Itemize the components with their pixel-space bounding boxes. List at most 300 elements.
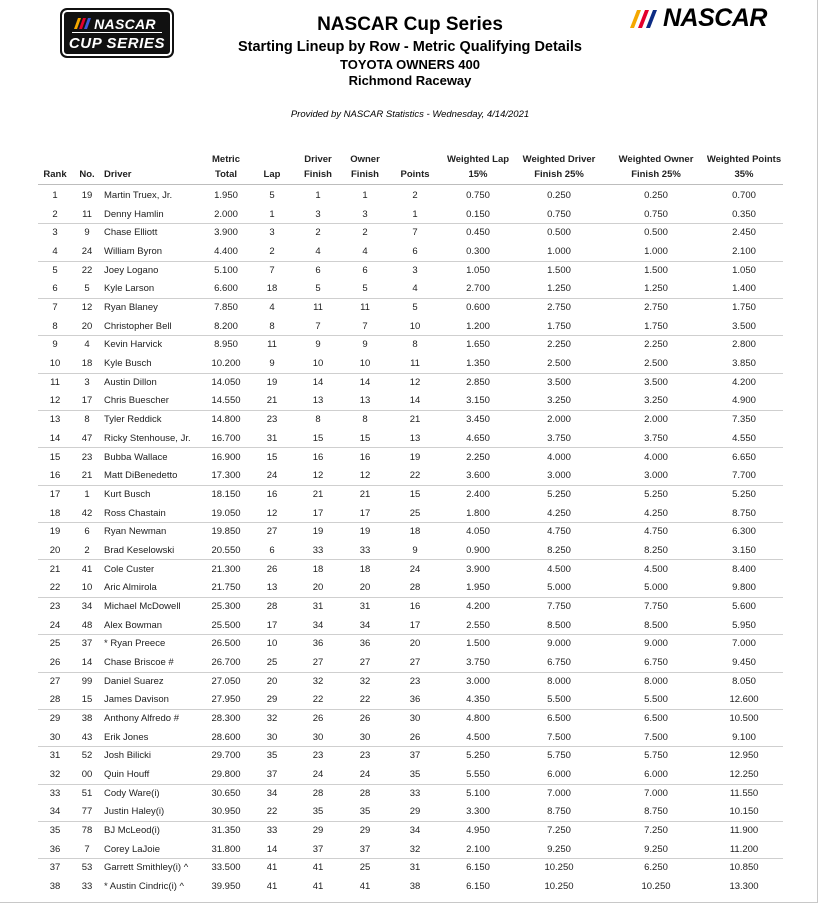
cell-no: 21 [81,470,93,481]
cell-rank: 35 [49,825,61,836]
row-pair-divider [38,447,783,448]
cell-wdfin: 8.000 [547,676,571,687]
race-name: TOYOTA OWNERS 400 [340,57,480,72]
cell-wofin: 5.250 [644,489,668,500]
cell-points: 24 [409,564,421,575]
cell-driver: Chase Elliott [104,227,158,238]
cell-wlap: 4.500 [466,732,490,743]
cell-rank: 14 [49,433,61,444]
cell-wlap: 4.200 [466,601,490,612]
cell-metric: 21.300 [211,564,241,575]
cell-wlap: 5.250 [466,750,490,761]
cell-driver: Martin Truex, Jr. [104,190,173,201]
column-header-dfin-line1: Driver [304,154,332,165]
cell-wlap: 6.150 [466,881,490,892]
cell-points: 18 [409,526,421,537]
cell-wpts: 11.900 [729,825,759,836]
cell-lap: 8 [269,321,275,332]
cell-dfin: 30 [312,732,324,743]
cell-wofin: 9.000 [644,638,668,649]
cell-metric: 14.800 [211,414,241,425]
row-pair-divider [38,672,783,673]
cell-no: 48 [81,620,93,631]
cell-points: 36 [409,694,421,705]
cell-no: 19 [81,190,93,201]
cell-wpts: 1.400 [732,283,756,294]
cell-no: 3 [84,377,90,388]
cell-wofin: 5.000 [644,582,668,593]
cell-dfin: 21 [312,489,324,500]
cell-rank: 8 [52,321,58,332]
page-subtitle: Starting Lineup by Row - Metric Qualifying Details [237,39,582,55]
cell-wpts: 6.650 [732,452,756,463]
cell-wdfin: 3.500 [547,377,571,388]
cell-rank: 6 [52,283,58,294]
cell-wofin: 6.500 [644,713,668,724]
row-pair-divider [38,709,783,710]
cell-no: 18 [81,358,93,369]
cell-wofin: 3.500 [644,377,668,388]
cell-points: 23 [409,676,421,687]
cell-wdfin: 3.250 [547,395,571,406]
cell-ofin: 12 [359,470,371,481]
cell-wdfin: 0.250 [547,190,571,201]
cell-rank: 11 [50,377,60,388]
cell-points: 20 [409,638,421,649]
cell-lap: 3 [269,227,275,238]
cell-no: 41 [81,564,93,575]
cell-rank: 34 [49,806,61,817]
cell-rank: 16 [49,470,61,481]
cell-no: 37 [81,638,93,649]
cell-driver: * Austin Cindric(i) ^ [104,881,184,892]
cell-wpts: 3.500 [732,321,756,332]
cell-wofin: 8.500 [644,620,668,631]
cell-wdfin: 5.750 [547,750,571,761]
cell-rank: 26 [49,657,61,668]
column-header-no-line2: No. [79,169,95,180]
cell-wofin: 5.500 [644,694,668,705]
cell-lap: 31 [266,433,278,444]
cell-dfin: 4 [315,246,321,257]
cell-wlap: 1.500 [466,638,490,649]
cell-points: 27 [409,657,421,668]
cell-wpts: 0.700 [732,190,756,201]
column-header-lap-line2: Lap [263,169,281,180]
cell-wpts: 0.350 [732,209,756,220]
cell-lap: 7 [269,265,275,276]
cell-driver: James Davison [104,694,169,705]
cell-ofin: 10 [359,358,371,369]
cell-wpts: 1.750 [732,302,756,313]
cell-points: 10 [409,321,421,332]
cell-points: 9 [412,545,418,556]
cell-lap: 11 [267,339,277,350]
nascar-logo [630,3,775,33]
cell-rank: 10 [49,358,61,369]
cell-metric: 27.050 [211,676,241,687]
cell-driver: Erik Jones [104,732,149,743]
cell-wofin: 2.000 [644,414,668,425]
cell-wpts: 11.550 [729,788,759,799]
cell-lap: 24 [266,470,278,481]
cell-rank: 28 [49,694,61,705]
cell-rank: 30 [49,732,61,743]
cell-no: 17 [81,395,93,406]
cell-driver: Quin Houff [104,769,150,780]
cell-rank: 21 [49,564,61,575]
cell-points: 32 [409,844,421,855]
cell-wdfin: 7.750 [547,601,571,612]
cell-metric: 7.850 [214,302,238,313]
cell-wofin: 6.750 [644,657,668,668]
cell-driver: Garrett Smithley(i) ^ [104,862,189,873]
cell-no: 5 [84,283,90,294]
cell-no: 24 [81,246,93,257]
logo-line-2: CUP SERIES [68,35,166,52]
cell-metric: 10.200 [211,358,241,369]
cell-lap: 12 [266,508,278,519]
cell-dfin: 15 [312,433,324,444]
cell-wpts: 5.600 [732,601,756,612]
row-pair-divider [38,298,783,299]
column-header-rank-line2: Rank [43,169,67,180]
cell-lap: 10 [266,638,278,649]
row-pair-divider [38,784,783,785]
cell-wdfin: 1.000 [547,246,571,257]
cell-wlap: 0.900 [466,545,490,556]
cell-ofin: 32 [359,676,371,687]
cell-wofin: 6.250 [644,862,668,873]
cell-lap: 16 [266,489,278,500]
cell-lap: 15 [266,452,278,463]
cell-lap: 41 [266,862,278,873]
cell-lap: 19 [266,377,278,388]
cell-wpts: 10.500 [729,713,759,724]
cell-metric: 19.850 [211,526,241,537]
column-header-driver-line2: Driver [104,169,132,180]
row-pair-divider [38,634,783,635]
cell-wpts: 5.950 [732,620,756,631]
cell-lap: 23 [266,414,278,425]
cell-metric: 31.800 [211,844,241,855]
cell-driver: Joey Logano [104,265,159,276]
cell-no: 7 [84,844,90,855]
column-header-dfin-line2: Finish [304,169,332,180]
cell-wofin: 0.500 [644,227,668,238]
cell-wofin: 7.750 [644,601,668,612]
cell-dfin: 41 [312,881,324,892]
cell-wdfin: 2.250 [547,339,571,350]
cell-no: 47 [81,433,93,444]
cell-rank: 29 [49,713,61,724]
cell-rank: 13 [49,414,61,425]
cell-rank: 12 [49,395,61,406]
cell-lap: 28 [266,601,278,612]
cell-lap: 30 [266,732,278,743]
cell-lap: 33 [266,825,278,836]
cell-driver: Cody Ware(i) [104,788,160,799]
cell-dfin: 28 [312,788,324,799]
cell-ofin: 24 [359,769,371,780]
row-pair-divider [38,746,783,747]
cell-ofin: 5 [362,283,368,294]
cell-no: 53 [81,862,93,873]
cell-points: 8 [412,339,418,350]
cell-wofin: 0.250 [644,190,668,201]
cell-wpts: 9.450 [732,657,756,668]
cell-driver: Ryan Blaney [104,302,158,313]
cell-rank: 24 [49,620,61,631]
cell-dfin: 27 [312,657,324,668]
cell-wdfin: 2.750 [547,302,571,313]
cell-ofin: 27 [359,657,371,668]
cell-rank: 17 [49,489,61,500]
cell-dfin: 32 [312,676,324,687]
cell-points: 2 [412,190,418,201]
cell-metric: 21.750 [211,582,241,593]
cell-metric: 16.900 [211,452,241,463]
cell-ofin: 6 [362,265,368,276]
cell-points: 7 [412,227,418,238]
cell-dfin: 31 [312,601,324,612]
cell-wpts: 3.150 [732,545,756,556]
cell-lap: 34 [266,788,278,799]
cell-wdfin: 8.750 [547,806,571,817]
cell-points: 22 [409,470,421,481]
cell-driver: Ricky Stenhouse, Jr. [104,433,191,444]
cell-ofin: 15 [359,433,371,444]
cell-ofin: 28 [359,788,371,799]
cell-wdfin: 10.250 [544,881,574,892]
cell-metric: 14.050 [211,377,241,388]
cell-lap: 6 [269,545,275,556]
cell-wpts: 8.750 [732,508,756,519]
row-pair-divider [38,223,783,224]
cell-rank: 22 [49,582,61,593]
cell-no: 23 [81,452,93,463]
column-header-wofin-line1: Weighted Owner [618,154,694,165]
provided-by-note: Provided by NASCAR Statistics - Wednesday, 4/14/2021 [290,109,530,120]
cell-no: 12 [81,302,93,313]
cell-wofin: 7.250 [644,825,668,836]
cell-wdfin: 6.500 [547,713,571,724]
cell-wlap: 3.450 [466,414,490,425]
cell-driver: Austin Dillon [104,377,157,388]
cell-metric: 33.500 [211,862,241,873]
column-header-wdfin-line1: Weighted Driver [522,154,596,165]
cell-points: 26 [409,732,421,743]
cell-metric: 8.200 [214,321,238,332]
cell-wofin: 9.250 [644,844,668,855]
cell-wlap: 3.150 [466,395,490,406]
cell-points: 29 [409,806,421,817]
cell-lap: 13 [266,582,278,593]
cell-metric: 26.700 [211,657,241,668]
cell-wdfin: 1.750 [547,321,571,332]
cell-no: 99 [81,676,93,687]
cell-ofin: 35 [359,806,371,817]
cell-driver: Chris Buescher [104,395,169,406]
cell-dfin: 11 [313,302,323,313]
cell-dfin: 1 [315,190,321,201]
cell-dfin: 37 [312,844,324,855]
cell-driver: * Ryan Preece [104,638,166,649]
cell-driver: Anthony Alfredo # [104,713,179,724]
cell-metric: 16.700 [211,433,241,444]
cell-lap: 25 [266,657,278,668]
cell-no: 6 [84,526,90,537]
cell-wofin: 2.500 [644,358,668,369]
cell-dfin: 35 [312,806,324,817]
cell-wdfin: 4.000 [547,452,571,463]
cell-driver: Brad Keselowski [104,545,175,556]
cell-dfin: 36 [312,638,324,649]
cell-rank: 1 [52,190,58,201]
cell-wlap: 4.050 [466,526,490,537]
cell-ofin: 13 [359,395,371,406]
cell-rank: 38 [49,881,61,892]
cell-lap: 29 [266,694,278,705]
cell-points: 15 [409,489,421,500]
cell-wofin: 1.750 [644,321,668,332]
cell-wlap: 1.950 [466,582,490,593]
cell-lap: 41 [266,881,278,892]
cell-no: 14 [81,657,93,668]
cell-wlap: 3.000 [466,676,490,687]
cell-driver: Michael McDowell [104,601,181,612]
cell-points: 31 [409,862,421,873]
row-pair-divider [38,522,783,523]
cell-wpts: 2.800 [732,339,756,350]
row-pair-divider [38,373,783,374]
cell-wpts: 7.350 [732,414,756,425]
cell-no: 43 [81,732,93,743]
cell-metric: 26.500 [211,638,241,649]
cell-lap: 9 [269,358,275,369]
cell-points: 14 [409,395,421,406]
cell-wofin: 7.500 [644,732,668,743]
cell-wlap: 3.600 [466,470,490,481]
cell-wpts: 8.400 [732,564,756,575]
cell-rank: 20 [49,545,61,556]
cell-driver: Corey LaJoie [104,844,160,855]
cell-dfin: 17 [312,508,324,519]
cell-ofin: 19 [359,526,371,537]
cell-wpts: 13.300 [729,881,759,892]
cell-wofin: 4.750 [644,526,668,537]
cell-lap: 35 [266,750,278,761]
column-header-points-line2: Points [400,169,430,180]
cell-lap: 37 [266,769,278,780]
logo-line-1: NASCAR [94,16,156,32]
cell-metric: 5.100 [214,265,238,276]
cell-metric: 17.300 [211,470,241,481]
cell-dfin: 33 [312,545,324,556]
cell-metric: 6.600 [214,283,238,294]
cell-wpts: 4.900 [732,395,756,406]
cell-wofin: 8.000 [644,676,668,687]
cell-points: 4 [412,283,418,294]
cell-ofin: 3 [362,209,368,220]
cell-wofin: 10.250 [641,881,671,892]
cell-wofin: 4.000 [644,452,668,463]
cell-wofin: 1.000 [644,246,668,257]
cell-driver: Bubba Wallace [104,452,168,463]
cell-rank: 32 [49,769,61,780]
cell-dfin: 2 [315,227,321,238]
cell-points: 21 [409,414,421,425]
cell-no: 00 [81,769,93,780]
cell-rank: 4 [52,246,58,257]
track-name: Richmond Raceway [348,73,472,88]
cell-driver: Kyle Busch [104,358,152,369]
cell-metric: 28.600 [211,732,241,743]
cell-lap: 21 [266,395,278,406]
cell-wpts: 4.550 [732,433,756,444]
cell-wdfin: 4.250 [547,508,571,519]
cell-wdfin: 0.750 [547,209,571,220]
cell-wdfin: 9.250 [547,844,571,855]
cell-dfin: 12 [312,470,324,481]
cell-metric: 30.950 [211,806,241,817]
cell-metric: 31.350 [211,825,241,836]
cell-no: 2 [84,545,90,556]
cell-ofin: 23 [359,750,371,761]
cell-rank: 33 [49,788,61,799]
cell-dfin: 7 [315,321,321,332]
cell-points: 5 [412,302,418,313]
row-pair-divider [38,821,783,822]
cell-wlap: 2.850 [466,377,490,388]
cell-driver: Denny Hamlin [104,209,164,220]
cell-dfin: 26 [312,713,324,724]
row-pair-divider [38,858,783,859]
cell-wofin: 8.250 [644,545,668,556]
cell-wdfin: 5.000 [547,582,571,593]
cell-ofin: 25 [359,862,371,873]
cell-metric: 8.950 [214,339,238,350]
cell-wpts: 1.050 [732,265,756,276]
cell-wlap: 3.300 [466,806,490,817]
cell-rank: 15 [49,452,61,463]
cell-rank: 19 [49,526,61,537]
cell-wlap: 1.200 [466,321,490,332]
cell-ofin: 9 [362,339,368,350]
cell-points: 6 [412,246,418,257]
cell-ofin: 41 [359,881,371,892]
cell-metric: 18.150 [211,489,241,500]
cell-dfin: 10 [312,358,324,369]
cell-points: 11 [410,358,420,369]
cell-no: 77 [81,806,93,817]
cell-rank: 37 [49,862,61,873]
cell-no: 42 [81,508,93,519]
cell-no: 52 [81,750,93,761]
cell-wlap: 0.750 [466,190,490,201]
cell-points: 12 [409,377,421,388]
cell-ofin: 2 [362,227,368,238]
cell-wdfin: 5.500 [547,694,571,705]
cell-driver: Kurt Busch [104,489,151,500]
cell-wofin: 2.250 [644,339,668,350]
cell-ofin: 11 [360,302,370,313]
cell-wdfin: 5.250 [547,489,571,500]
cell-dfin: 19 [312,526,324,537]
cell-ofin: 22 [359,694,371,705]
cell-rank: 23 [49,601,61,612]
cell-wofin: 7.000 [644,788,668,799]
